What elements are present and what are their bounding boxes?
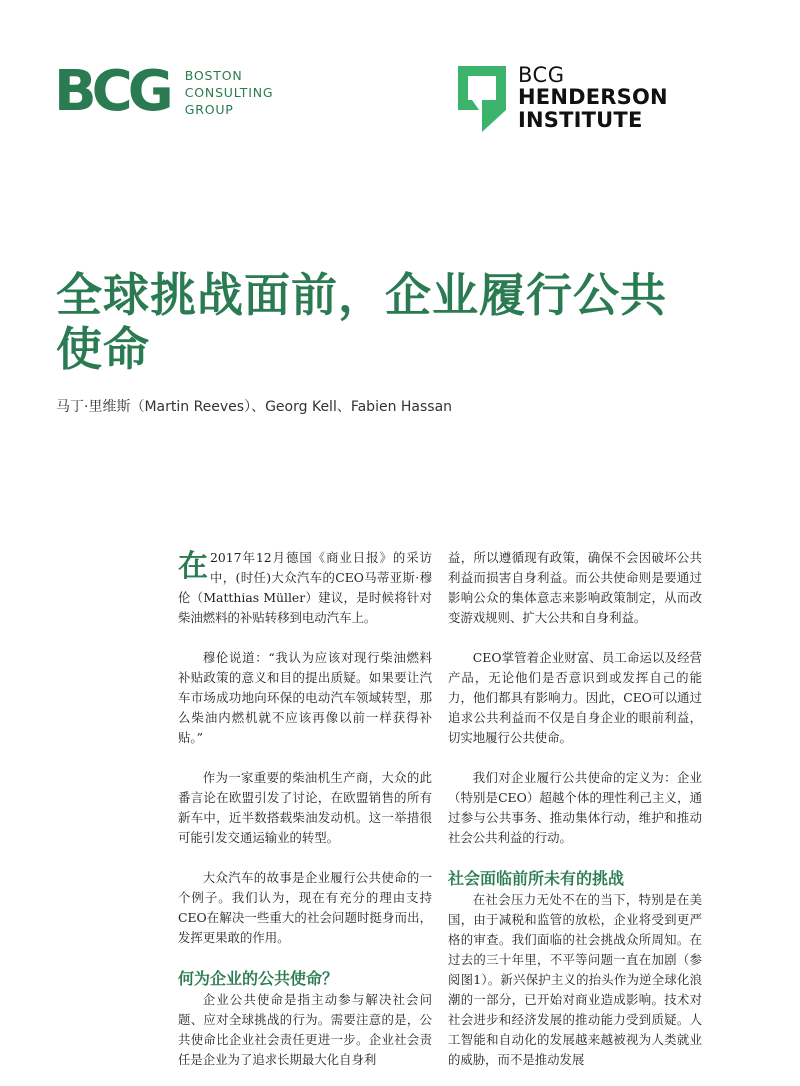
bcg-wordmark-line: BOSTON <box>184 67 243 83</box>
henderson-institute-logo <box>458 64 668 132</box>
title-line: 全球挑战面前，企业履行公共 <box>56 268 667 322</box>
bcg-wordmark-line: CONSULTING <box>184 84 274 100</box>
body-paragraph: 益，所以遵循现有政策，确保不会因破坏公共利益而损害自身利益。而公共使命则是要通过影响公众的集体意志来影响政策制定，从而改变游戏规则、扩大公共和自身利益。 <box>448 550 702 625</box>
henderson-wordmark-institute: INSTITUTE <box>518 108 643 132</box>
lead-paragraph <box>178 548 432 628</box>
body-paragraph: CEO掌管着企业财富、员工命运以及经营产品，无论他们是否意识到或发挥自己的能力，他们都具有影响力。因此，CEO可以通过追求公共利益而不仅是自身企业的眼前利益，切实地履行公共使命。 <box>448 650 702 745</box>
body-paragraph: 大众汽车的故事是企业履行公共使命的一个例子。我们认为，现在有充分的理由支持CEO在解决一些重大的社会问题时挺身而出，发挥更果敢的作用。 <box>178 870 432 945</box>
section-heading: 何为企业的公共使命？ <box>178 969 339 988</box>
lead-paragraph-text: 2017年12月德国《商业日报》的采访中，(时任)大众汽车的CEO马蒂亚斯·穆伦（Matthias Müller）建议，是时候将针对柴油燃料的补贴转移到电动汽车上。 <box>178 550 432 625</box>
section-heading: 社会面临前所未有的挑战 <box>448 869 625 888</box>
drop-cap: 在 <box>178 549 208 584</box>
right-column <box>448 548 702 1070</box>
title-line: 使命 <box>56 322 150 376</box>
page-title <box>56 268 756 376</box>
henderson-wordmark-bcg: BCG <box>518 63 565 87</box>
bcg-logo <box>54 59 274 124</box>
henderson-bookmark-icon <box>458 66 506 132</box>
left-column <box>178 548 432 1070</box>
body-paragraph: 穆伦说道：“我认为应该对现行柴油燃料补贴政策的意义和目的提出质疑。如果要让汽车市场成功地向环保的电动汽车领域转型，那么柴油内燃机就不应该再像以前一样获得补贴。” <box>178 650 432 745</box>
henderson-wordmark <box>518 64 668 132</box>
body-paragraph: 企业公共使命是指主动参与解决社会问题、应对全球挑战的行为。需要注意的是，公共使命比企业社会责任更进一步。企业社会责任是企业为了追求长期最大化自身利 <box>178 992 432 1067</box>
bcg-wordmark-line: GROUP <box>184 101 234 117</box>
body-paragraph: 在社会压力无处不在的当下，特别是在美国，由于减税和监管的放松，企业将受到更严格的审查。我们面临的社会挑战众所周知。在过去的三十年里，不平等问题一直在加剧（参阅图1）。新兴保护主义的抬头作为逆全球化浪潮的一部分，已开始对商业造成影响。技术对社会进步和经济发展的推动能力受到质疑。人工智能和自动化的发展越来越被视为人类就业的威胁，而不是推动发展 <box>448 892 702 1067</box>
henderson-wordmark-henderson: HENDERSON <box>518 85 668 109</box>
body-paragraph: 作为一家重要的柴油机生产商，大众的此番言论在欧盟引发了讨论，在欧盟销售的所有新车中，近半数搭载柴油发动机。这一举措很可能引发交通运输业的转型。 <box>178 770 432 845</box>
body-paragraph: 我们对企业履行公共使命的定义为：企业（特别是CEO）超越个体的理性利己主义，通过参与公共事务、推动集体行动，维护和推动社会公共利益的行动。 <box>448 770 702 845</box>
bcg-logo-wordmark <box>185 67 274 118</box>
bcg-logo-mark: BCG <box>54 59 169 124</box>
authors: 马丁·里维斯（Martin Reeves）、Georg Kell、Fabien Hassan <box>56 399 453 415</box>
